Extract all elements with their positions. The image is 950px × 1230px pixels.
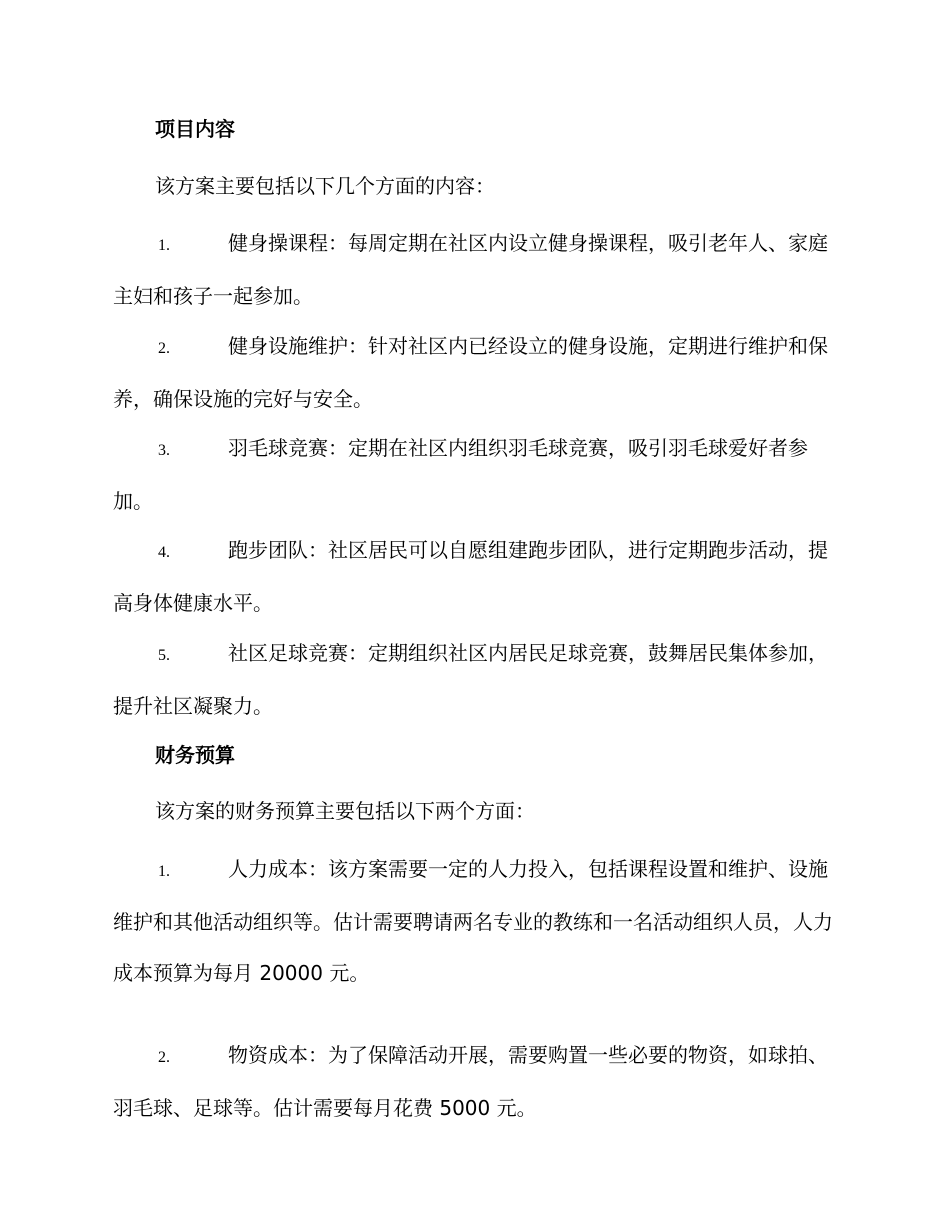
- list-text: 健身设施维护：针对社区内已经设立的健身设施，定期进行维护和保养，确保设施的完好与安全。: [113, 334, 828, 411]
- section-intro-financial-budget: 该方案的财务预算主要包括以下两个方面：: [155, 799, 535, 823]
- list-number: 3.: [158, 442, 170, 459]
- list-text: 人力成本：该方案需要一定的人力投入，包括课程设置和维护、设施维护和其他活动组织等。估计需要聘请两名专业的教练和一名活动组织人员，人力成本预算为每月 20000 元。: [113, 857, 833, 985]
- section-heading-financial-budget: 财务预算: [155, 743, 235, 767]
- list-text: 跑步团队：社区居民可以自愿组建跑步团队，进行定期跑步活动，提高身体健康水平。: [113, 538, 828, 615]
- list-number: 1.: [158, 237, 170, 254]
- list-text: 羽毛球竞赛：定期在社区内组织羽毛球竞赛，吸引羽毛球爱好者参加。: [113, 436, 808, 513]
- list-item: [113, 218, 837, 322]
- list-number: 4.: [158, 544, 170, 561]
- list-number: 1.: [158, 863, 170, 880]
- section-intro-project-content: 该方案主要包括以下几个方面的内容：: [155, 174, 495, 198]
- list-item: [113, 525, 837, 629]
- list-item: [113, 321, 837, 425]
- list-item: [113, 844, 837, 999]
- list-number: 2.: [158, 1049, 170, 1066]
- list-item: [113, 423, 837, 527]
- list-text: 物资成本：为了保障活动开展，需要购置一些必要的物资，如球拍、羽毛球、足球等。估计需要每月花费 5000 元。: [113, 1043, 828, 1120]
- list-item: [113, 628, 837, 732]
- section-heading-project-content: 项目内容: [155, 117, 235, 141]
- list-text: 健身操课程：每周定期在社区内设立健身操课程，吸引老年人、家庭主妇和孩子一起参加。: [113, 231, 828, 308]
- list-text: 社区足球竞赛：定期组织社区内居民足球竞赛，鼓舞居民集体参加，提升社区凝聚力。: [113, 641, 828, 718]
- list-number: 5.: [158, 647, 170, 664]
- list-item: [113, 1030, 837, 1134]
- list-number: 2.: [158, 340, 170, 357]
